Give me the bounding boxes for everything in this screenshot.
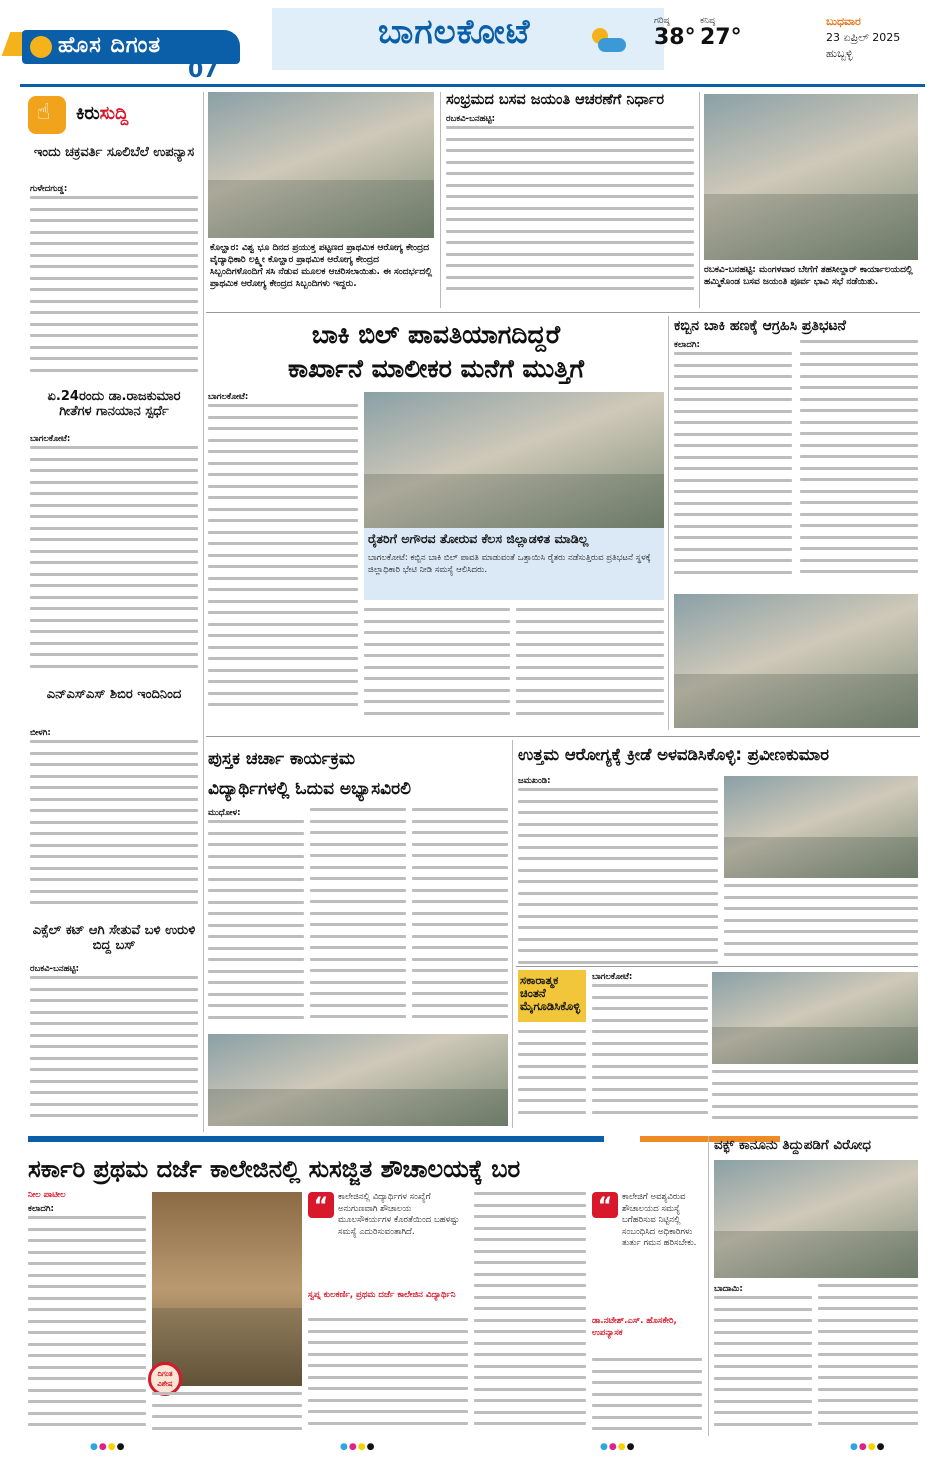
meeting-photo-caption: ರಬಕವಿ-ಬನಹಟ್ಟಿ: ಮಂಗಳವಾರ ಬೇಗೆಗೆ ತಹಸೀಲ್ದಾರ್ ಕಾರ್ಯಾಲಯದಲ್ಲಿ ಹಮ್ಮಿಕೊಂಡ ಬಸವ ಜಯಂತಿ ಪೂರ್ವ ಭಾವಿ ಸಭೆ ನಡೆಯಿತು. bbox=[704, 265, 913, 287]
sugarcane-protest-photo[interactable] bbox=[674, 594, 918, 728]
brief-text-lines bbox=[30, 446, 198, 682]
min-temperature bbox=[700, 16, 742, 50]
quote-mark-icon: “ bbox=[592, 1192, 618, 1218]
max-temperature-label: ಗರಿಷ್ಠ bbox=[654, 16, 670, 26]
brief-text-lines bbox=[30, 976, 198, 1126]
print-registration-marks: ●●●● bbox=[90, 1442, 126, 1452]
kirusuddi-section-header bbox=[28, 96, 198, 136]
sports-headline[interactable]: ಉತ್ತಮ ಆರೋಗ್ಯಕ್ಕೆ ಕ್ರೀಡೆ ಅಳವಡಿಸಿಕೊಳ್ಳಿ: ಪ್ರವೀಣಕುಮಾರ bbox=[518, 745, 829, 764]
sugarcane-text-lines-col2 bbox=[800, 340, 918, 588]
plantation-photo-caption: ಕೊಲ್ಹಾರ: ವಿಶ್ವ ಭೂ ದಿನದ ಪ್ರಯುಕ್ತ ಪಟ್ಟಣದ ಪ್ರಾಥಮಿಕ ಆರೋಗ್ಯ ಕೇಂದ್ರದ ವೈದ್ಯಾಧಿಕಾರಿ ಲಕ್ಷ್ಮೀ ಕೊಲ್ಹಾರ ಪ್ರಾಥಮಿಕ ಆರೋಗ್ಯ ಕೇಂದ್ರದ ಸಿಬ್ಬಂದಿಗಳೊಂದಿಗೆ ಸಸಿ ನೆಡುವ ಮೂಲಕ ಆಚರಿಸಲಾಯಿತು. ಈ ಸಂದರ್ಭದಲ್ಲಿ ಪ್ರಾಥಮಿಕ ಆರೋಗ್ಯ ಕೇಂದ್ರದ ಸಿಬ್ಬಂದಿಗಳು ಇದ್ದರು. bbox=[210, 243, 433, 289]
min-temperature-label: ಕನಿಷ್ಠ bbox=[700, 16, 716, 26]
brief-headline[interactable]: ಎನ್‌ಎಸ್‌ಎಸ್ ಶಿಬಿರ ಇಂದಿನಿಂದ bbox=[46, 687, 182, 702]
column-rule bbox=[512, 740, 513, 1128]
toilet-text-lines-col5 bbox=[592, 1358, 702, 1436]
toilet-text-lines-col3 bbox=[308, 1318, 468, 1436]
waqf-protest-photo[interactable] bbox=[714, 1160, 918, 1278]
print-registration-marks: ●●●● bbox=[850, 1442, 886, 1452]
row-divider bbox=[206, 312, 920, 313]
sports-team-photo[interactable] bbox=[724, 776, 918, 878]
toilet-door-photo[interactable] bbox=[152, 1192, 302, 1386]
brief-dateline: ಬೀಳಗಿ: bbox=[30, 728, 51, 738]
lead-text-lines-col3 bbox=[516, 608, 664, 730]
positive-dateline: ಬಾಗಲಕೋಟೆ: bbox=[592, 972, 633, 982]
stamp-text: ದಿಗಂತ ವಿಶೇಷ bbox=[157, 1370, 173, 1388]
waqf-headline[interactable]: ವಕ್ಫ್ ಕಾನೂನು ತಿದ್ದುಪಡಿಗೆ ವಿರೋಧ bbox=[714, 1137, 872, 1153]
sports-text-lines-col2 bbox=[724, 884, 918, 964]
protest-caption-title: ರೈತರಿಗೆ ಅಗೌರವ ತೋರುವ ಕೆಲಸ ಜಿಲ್ಲಾಡಳಿತ ಮಾಡಿಲ್ಲ bbox=[368, 531, 589, 546]
book-text-lines-col1 bbox=[208, 820, 304, 1030]
logo-emblem-icon bbox=[30, 36, 52, 58]
quote-mark-icon: “ bbox=[308, 1192, 334, 1218]
masthead bbox=[0, 0, 945, 86]
book-headline-line2: ವಿದ್ಯಾರ್ಥಿಗಳಲ್ಲಿ ಓದುವ ಅಭ್ಯಾಸವಿರಲಿ bbox=[208, 779, 411, 799]
book-discussion-photo[interactable] bbox=[208, 1034, 508, 1126]
brief-text-lines bbox=[30, 196, 198, 386]
edition-city-title: ಬಾಗಲಕೋಟೆ bbox=[378, 12, 531, 52]
toilet-headline[interactable]: ಸರ್ಕಾರಿ ಪ್ರಥಮ ದರ್ಜೆ ಕಾಲೇಜಿನಲ್ಲಿ ಸುಸಜ್ಜಿತ ಶೌಚಾಲಯಕ್ಕೆ ಬರ bbox=[28, 1155, 521, 1183]
toilet-text-lines-col1 bbox=[28, 1216, 146, 1436]
positive-text-lines-col1 bbox=[592, 984, 708, 1124]
toilet-byline: ನೀಲ ಪಾಟೀಲ bbox=[28, 1190, 66, 1200]
page-number: 07 bbox=[188, 58, 219, 83]
brief-text-lines bbox=[30, 740, 198, 918]
section-title-prefix: ಕಿರು bbox=[76, 103, 100, 124]
brief-dateline: ಗುಳೇದಗುಡ್ಡ: bbox=[30, 184, 68, 194]
toilet-text-lines-col4 bbox=[474, 1192, 586, 1436]
edition-name: ಹುಬ್ಬಳ್ಳಿ bbox=[826, 47, 853, 60]
lead-text-lines-col1 bbox=[208, 404, 358, 730]
student-quote-text: ಕಾಲೇಜಿನಲ್ಲಿ ವಿದ್ಯಾರ್ಥಿಗಳ ಸಂಖ್ಯೆಗೆ ಅನುಗುಣವಾಗಿ ಶೌಚಾಲಯ ಮೂಲಸೌಕರ್ಯಗಳ ಕೊರತೆಯಿಂದ ಬಹಳಷ್ಟು ಸಮಸ್ಯೆ ಎದುರಿಸುವಂತಾಗಿದೆ. bbox=[338, 1192, 460, 1237]
sports-dateline: ಜಮಖಂಡಿ: bbox=[518, 776, 551, 786]
basava-text-lines bbox=[446, 126, 694, 306]
toilet-dateline: ಕಲಾದಗಿ: bbox=[28, 1204, 54, 1214]
lead-headline[interactable] bbox=[208, 318, 664, 390]
max-temperature-value: 38° bbox=[654, 25, 696, 50]
section-bar bbox=[28, 1136, 604, 1142]
brief-headline[interactable]: ಏ.24ರಂದು ಡಾ.ರಾಜಕುಮಾರ ಗೀತೆಗಳ ಗಾನಯಾನ ಸ್ಪರ್ಧೆ bbox=[47, 389, 181, 419]
book-headline-line1: ಪುಸ್ತಕ ಚರ್ಚಾ ಕಾರ್ಯಕ್ರಮ bbox=[208, 749, 356, 769]
protest-photo[interactable] bbox=[364, 392, 664, 528]
book-text-lines-col2 bbox=[310, 808, 406, 1030]
student-quote bbox=[308, 1192, 468, 1312]
waqf-text-lines-col2 bbox=[818, 1284, 918, 1436]
sports-text-lines-col1 bbox=[518, 788, 718, 964]
section-title-suffix: ಸುದ್ದಿ bbox=[99, 103, 129, 124]
lead-headline-line2: ಕಾರ್ಖಾನೆ ಮಾಲೀಕರ ಮನೆಗೆ ಮುತ್ತಿಗೆ bbox=[287, 354, 585, 383]
toilet-byline-box bbox=[28, 1190, 146, 1204]
sugarcane-dateline: ಕಲಾದಗಿ: bbox=[674, 340, 700, 350]
brief-dateline: ರಬಕವಿ-ಬನಹಟ್ಟಿ: bbox=[30, 964, 80, 974]
brief-dateline: ಬಾಗಲಕೋಟೆ: bbox=[30, 434, 71, 444]
lead-dateline: ಬಾಗಲಕೋಟೆ: bbox=[208, 392, 249, 402]
positive-text-lines-col2 bbox=[712, 1070, 918, 1124]
logo-text: ಹೊಸ ದಿಗಂತ bbox=[58, 33, 162, 58]
positive-headline[interactable]: ಸಕಾರಾತ್ಮಕ ಚಿಂತನೆ ಮೈಗೂಡಿಸಿಕೊಳ್ಳಿ bbox=[520, 973, 581, 1014]
masthead-rule bbox=[20, 84, 925, 87]
waqf-text-lines-col1 bbox=[714, 1296, 812, 1436]
lecturer-quote bbox=[592, 1192, 702, 1352]
waqf-dateline: ಬಾದಾಮಿ: bbox=[714, 1284, 743, 1294]
positive-text-lines-col0 bbox=[518, 1030, 586, 1124]
cloud-icon bbox=[598, 38, 626, 52]
sugarcane-text-lines-col1 bbox=[674, 352, 792, 588]
toilet-text-lines-col2 bbox=[152, 1392, 302, 1436]
basava-headline[interactable]: ಸಂಭ್ರಮದ ಬಸವ ಜಯಂತಿ ಆಚರಣೆಗೆ ನಿರ್ಧಾರ bbox=[446, 92, 665, 108]
brief-headline[interactable]: ಇಂದು ಚಕ್ರವರ್ತಿ ಸೂಲಿಬೆಲೆ ಉಪನ್ಯಾಸ bbox=[33, 145, 195, 160]
protest-caption-body: ಬಾಗಲಕೋಟೆ: ಕಬ್ಬಿನ ಬಾಕಿ ಬಿಲ್ ಪಾವತಿ ಮಾಡುವಂತೆ ಒತ್ತಾಯಿಸಿ ರೈತರು ನಡೆಸುತ್ತಿರುವ ಪ್ರತಿಭಟನೆ ಸ್ಥಳಕ್ಕೆ ಜಿಲ್ಲಾಧಿಕಾರಿ ಭೇಟಿ ನೀಡಿ ಸಮಸ್ಯೆ ಆಲಿಸಿದರು. bbox=[368, 553, 651, 575]
basava-dateline: ರಬಕವಿ-ಬನಹಟ್ಟಿ: bbox=[446, 114, 496, 124]
column-rule bbox=[708, 1136, 709, 1436]
date-block bbox=[826, 14, 900, 62]
lecturer-quote-text: ಕಾಲೇಜಿಗೆ ಅವಶ್ಯವಿರುವ ಶೌಚಾಲಯದ ಸಮಸ್ಯೆ ಬಗೆಹರಿಸುವ ನಿಟ್ಟಿನಲ್ಲಿ ಸಂಬಂಧಿಸಿದ ಅಧಿಕಾರಿಗಳು ತುರ್ತು ಗಮನ ಹರಿಸಬೇಕು. bbox=[622, 1192, 697, 1248]
brief-headline[interactable]: ಎಕ್ಸೆಲ್ ಕಟ್ ಆಗಿ ಸೇತುವೆ ಬಳಿ ಉರುಳಿ ಬಿದ್ದ ಬಸ್ bbox=[32, 923, 196, 953]
print-registration-marks: ●●●● bbox=[340, 1442, 376, 1452]
section-title bbox=[76, 103, 128, 124]
lecturer-quote-author: ಡಾ.ನಟೇಶ್.ಎಸ್. ಹೊಸಕೇರಿ, ಉಪನ್ಯಾಸಕ bbox=[592, 1316, 677, 1338]
issue-date: 23 ಏಪ್ರಿಲ್ 2025 bbox=[826, 31, 901, 44]
column-rule bbox=[440, 92, 441, 308]
book-headline[interactable] bbox=[208, 744, 508, 804]
weekday: ಬುಧವಾರ bbox=[826, 15, 861, 28]
min-temperature-value: 27° bbox=[700, 25, 742, 50]
pointing-hand-icon bbox=[28, 96, 66, 134]
lead-text-lines-col2 bbox=[364, 608, 510, 730]
max-temperature bbox=[654, 16, 696, 50]
sun-cloud-icon bbox=[592, 28, 626, 54]
row-divider bbox=[206, 736, 920, 737]
lead-headline-line1: ಬಾಕಿ ಬಿಲ್ ಪಾವತಿಯಾಗದಿದ್ದರೆ bbox=[311, 320, 561, 349]
book-text-lines-col3 bbox=[412, 808, 508, 1030]
meeting-photo[interactable] bbox=[704, 94, 918, 260]
row-divider bbox=[516, 966, 918, 967]
column-rule bbox=[668, 316, 669, 730]
digantha-special-stamp bbox=[148, 1362, 182, 1396]
print-registration-marks: ●●●● bbox=[600, 1442, 636, 1452]
student-quote-author: ಸ್ವಪ್ನ ಕುಲಕರ್ಣಿ, ಪ್ರಥಮ ದರ್ಜೆ ಕಾಲೇಜಿನ ವಿದ್ಯಾರ್ಥಿನಿ bbox=[308, 1290, 456, 1300]
column-rule bbox=[203, 92, 204, 1132]
positive-event-photo[interactable] bbox=[712, 972, 918, 1064]
column-rule bbox=[699, 92, 700, 308]
plantation-photo[interactable] bbox=[208, 92, 434, 238]
book-dateline: ಮುಧೋಳ: bbox=[208, 808, 241, 818]
sugarcane-headline[interactable]: ಕಬ್ಬಿನ ಬಾಕಿ ಹಣಕ್ಕೆ ಆಗ್ರಹಿಸಿ ಪ್ರತಿಭಟನೆ bbox=[674, 318, 846, 334]
